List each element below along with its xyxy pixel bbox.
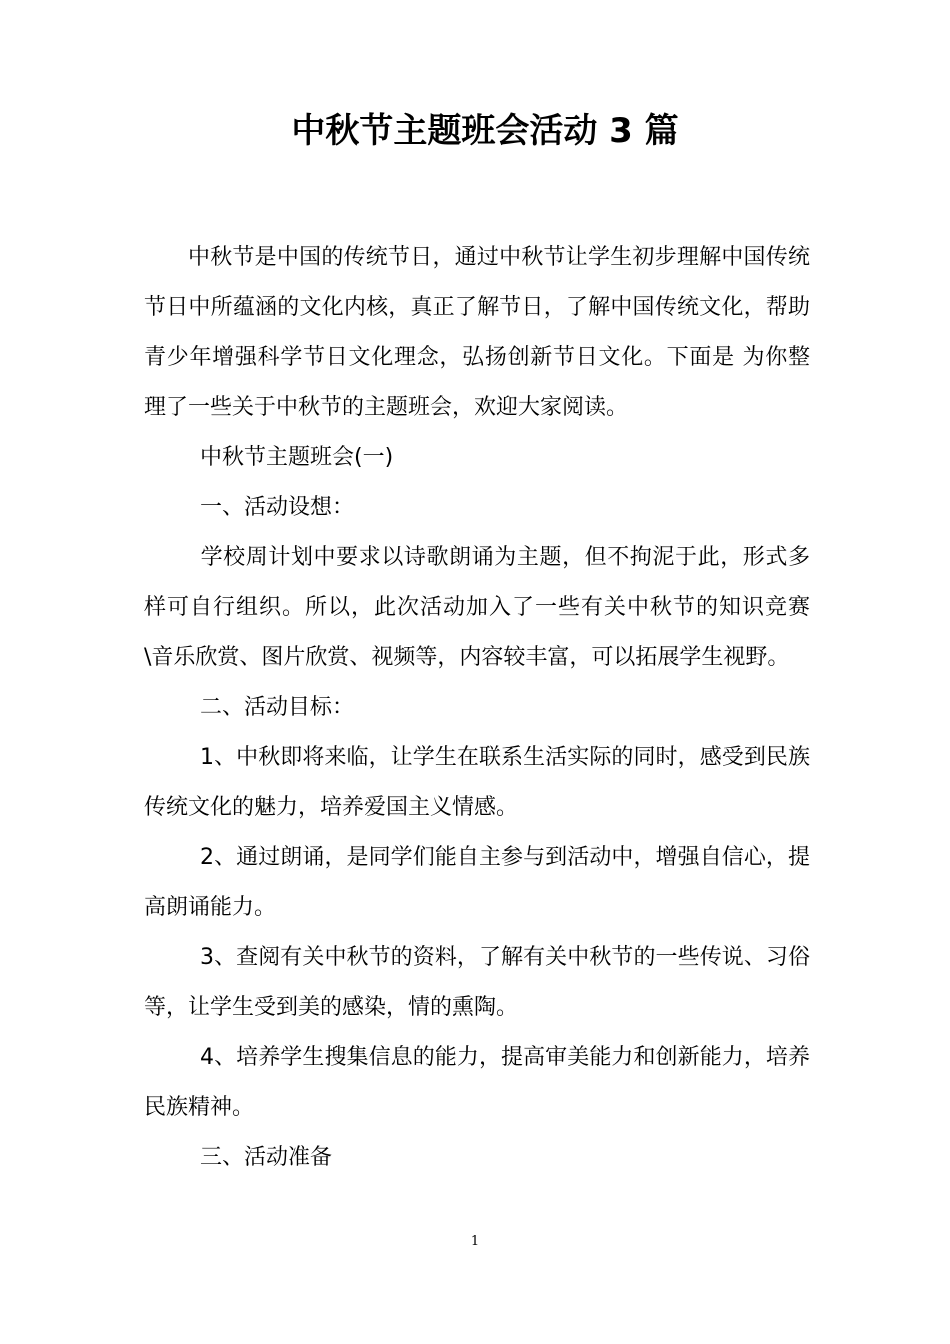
- activity-idea-text: 学校周计划中要求以诗歌朗诵为主题，但不拘泥于此，形式多样可自行组织。所以，此次活动加入了一些有关中秋节的知识竞赛\音乐欣赏、图片欣赏、视频等，内容较丰富，可以拓展学生视野。: [144, 545, 810, 670]
- goal-item-2-text: 2、通过朗诵，是同学们能自主参与到活动中，增强自信心，提高朗诵能力。: [144, 845, 810, 920]
- activity-idea-paragraph: [144, 533, 810, 683]
- goal-item-4-text: 4、培养学生搜集信息的能力，提高审美能力和创新能力，培养民族精神。: [144, 1045, 810, 1120]
- intro-paragraph: 中秋节是中国的传统节日，通过中秋节让学生初步理解中国传统节日中所蕴涵的文化内核，真正了解节日，了解中国传统文化，帮助青少年增强科学节日文化理念，弘扬创新节日文化。下面是 为你整理了一些关于中秋节的主题班会，欢迎大家阅读。: [144, 245, 810, 420]
- page-number: 1: [470, 1234, 480, 1249]
- section-heading-activity-idea: 一、活动设想：: [200, 495, 355, 520]
- goal-item-2: [144, 833, 810, 933]
- section-heading-class-meeting-one: 中秋节主题班会(一): [200, 445, 394, 470]
- section-heading-activity-prep: 三、活动准备: [200, 1145, 333, 1170]
- section-heading-activity-goals: 二、活动目标：: [200, 695, 355, 720]
- goal-item-4: [144, 1033, 810, 1133]
- goal-item-3: [144, 933, 810, 1033]
- document-body: [144, 233, 810, 1183]
- goal-item-3-text: 3、查阅有关中秋节的资料，了解有关中秋节的一些传说、习俗等，让学生受到美的感染，情的熏陶。: [144, 945, 810, 1020]
- document-title: 中秋节主题班会活动 3 篇: [291, 111, 679, 151]
- goal-item-1-text: 1、中秋即将来临，让学生在联系生活实际的同时，感受到民族传统文化的魅力，培养爱国主义情感。: [144, 745, 810, 820]
- goal-item-1: [144, 733, 810, 833]
